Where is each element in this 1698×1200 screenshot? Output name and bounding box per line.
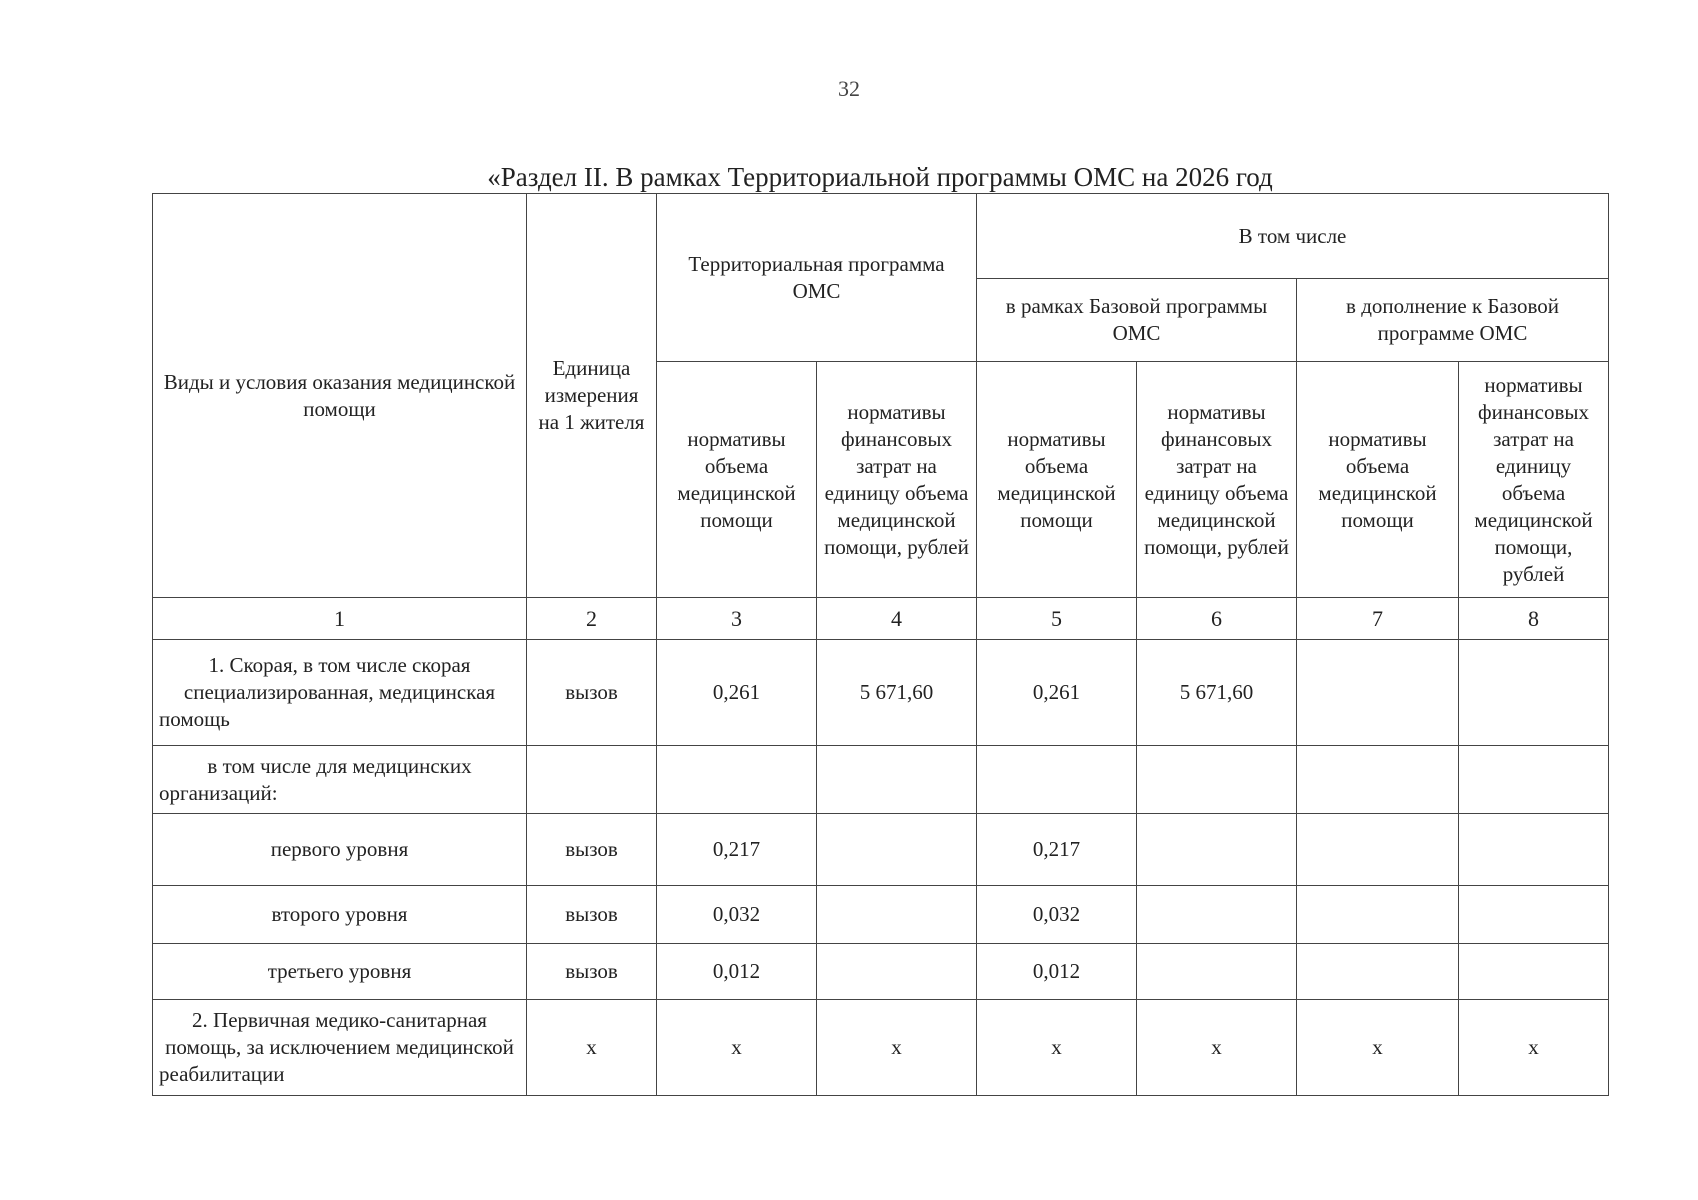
row-unit (527, 746, 657, 814)
row-value-8: х (1459, 1000, 1609, 1096)
header-territorial-program: Территориальная программа ОМС (657, 194, 977, 362)
row-value-3: 0,032 (657, 886, 817, 944)
row-unit: х (527, 1000, 657, 1096)
row-value-8 (1459, 944, 1609, 1000)
row-value-7 (1297, 746, 1459, 814)
row-unit: вызов (527, 886, 657, 944)
header-unit: Единица измерения на 1 жителя (527, 194, 657, 598)
column-number-row (153, 598, 1609, 640)
row-value-4 (817, 886, 977, 944)
row-value-5: 0,032 (977, 886, 1137, 944)
row-value-6 (1137, 814, 1297, 886)
row-value-6 (1137, 944, 1297, 1000)
row-value-4 (817, 814, 977, 886)
row-name: в том числе для медицинских организаций: (153, 746, 527, 814)
row-value-4 (817, 944, 977, 1000)
row-name: третьего уровня (153, 944, 527, 1000)
column-number: 1 (153, 598, 527, 640)
header-volume-norm-7: нормативы объема медицинской помощи (1297, 362, 1459, 598)
header-addition-program: в дополнение к Базовой программе ОМС (1297, 279, 1609, 362)
row-value-5: 0,012 (977, 944, 1137, 1000)
header-including: В том числе (977, 194, 1609, 279)
table-row (153, 944, 1609, 1000)
row-value-5: 0,217 (977, 814, 1137, 886)
page-number: 32 (838, 76, 860, 101)
column-number: 6 (1137, 598, 1297, 640)
header-row-1 (153, 194, 1609, 279)
row-name: 1. Скорая, в том числе скорая специализированная, медицинская помощь (153, 640, 527, 746)
column-number: 8 (1459, 598, 1609, 640)
header-cost-norm-4: нормативы финансовых затрат на единицу объема медицинской помощи, рублей (817, 362, 977, 598)
row-value-4 (817, 746, 977, 814)
table-row (153, 886, 1609, 944)
row-unit: вызов (527, 944, 657, 1000)
header-cost-norm-6: нормативы финансовых затрат на единицу объема медицинской помощи, рублей (1137, 362, 1297, 598)
section-title: «Раздел II. В рамках Территориальной программы ОМС на 2026 год (487, 162, 1273, 192)
norms-table (152, 193, 1609, 1096)
row-name: первого уровня (153, 814, 527, 886)
column-number: 4 (817, 598, 977, 640)
row-value-4: 5 671,60 (817, 640, 977, 746)
row-value-6: 5 671,60 (1137, 640, 1297, 746)
column-number: 5 (977, 598, 1137, 640)
row-value-3: 0,217 (657, 814, 817, 886)
row-value-3: х (657, 1000, 817, 1096)
header-volume-norm-3: нормативы объема медицинской помощи (657, 362, 817, 598)
row-value-7 (1297, 640, 1459, 746)
row-value-3: 0,012 (657, 944, 817, 1000)
column-number: 7 (1297, 598, 1459, 640)
row-value-7 (1297, 944, 1459, 1000)
row-value-3: 0,261 (657, 640, 817, 746)
row-unit: вызов (527, 814, 657, 886)
row-value-8 (1459, 814, 1609, 886)
row-value-7: х (1297, 1000, 1459, 1096)
table-row (153, 814, 1609, 886)
row-value-7 (1297, 814, 1459, 886)
row-value-8 (1459, 640, 1609, 746)
row-unit: вызов (527, 640, 657, 746)
row-value-5 (977, 746, 1137, 814)
header-volume-norm-5: нормативы объема медицинской помощи (977, 362, 1137, 598)
column-number: 3 (657, 598, 817, 640)
header-types-of-care: Виды и условия оказания медицинской помощи (153, 194, 527, 598)
row-value-8 (1459, 886, 1609, 944)
row-value-5: 0,261 (977, 640, 1137, 746)
row-value-5: х (977, 1000, 1137, 1096)
row-value-7 (1297, 886, 1459, 944)
header-cost-norm-8: нормативы финансовых затрат на единицу объема медицинской помощи, рублей (1459, 362, 1609, 598)
table-row (153, 640, 1609, 746)
row-value-8 (1459, 746, 1609, 814)
row-value-6 (1137, 746, 1297, 814)
row-value-4: х (817, 1000, 977, 1096)
header-base-program: в рамках Базовой программы ОМС (977, 279, 1297, 362)
row-value-3 (657, 746, 817, 814)
table-row (153, 746, 1609, 814)
row-name: второго уровня (153, 886, 527, 944)
table-row (153, 1000, 1609, 1096)
row-value-6 (1137, 886, 1297, 944)
column-number: 2 (527, 598, 657, 640)
row-name: 2. Первичная медико-санитарная помощь, за исключением медицинской реабилитации (153, 1000, 527, 1096)
row-value-6: х (1137, 1000, 1297, 1096)
